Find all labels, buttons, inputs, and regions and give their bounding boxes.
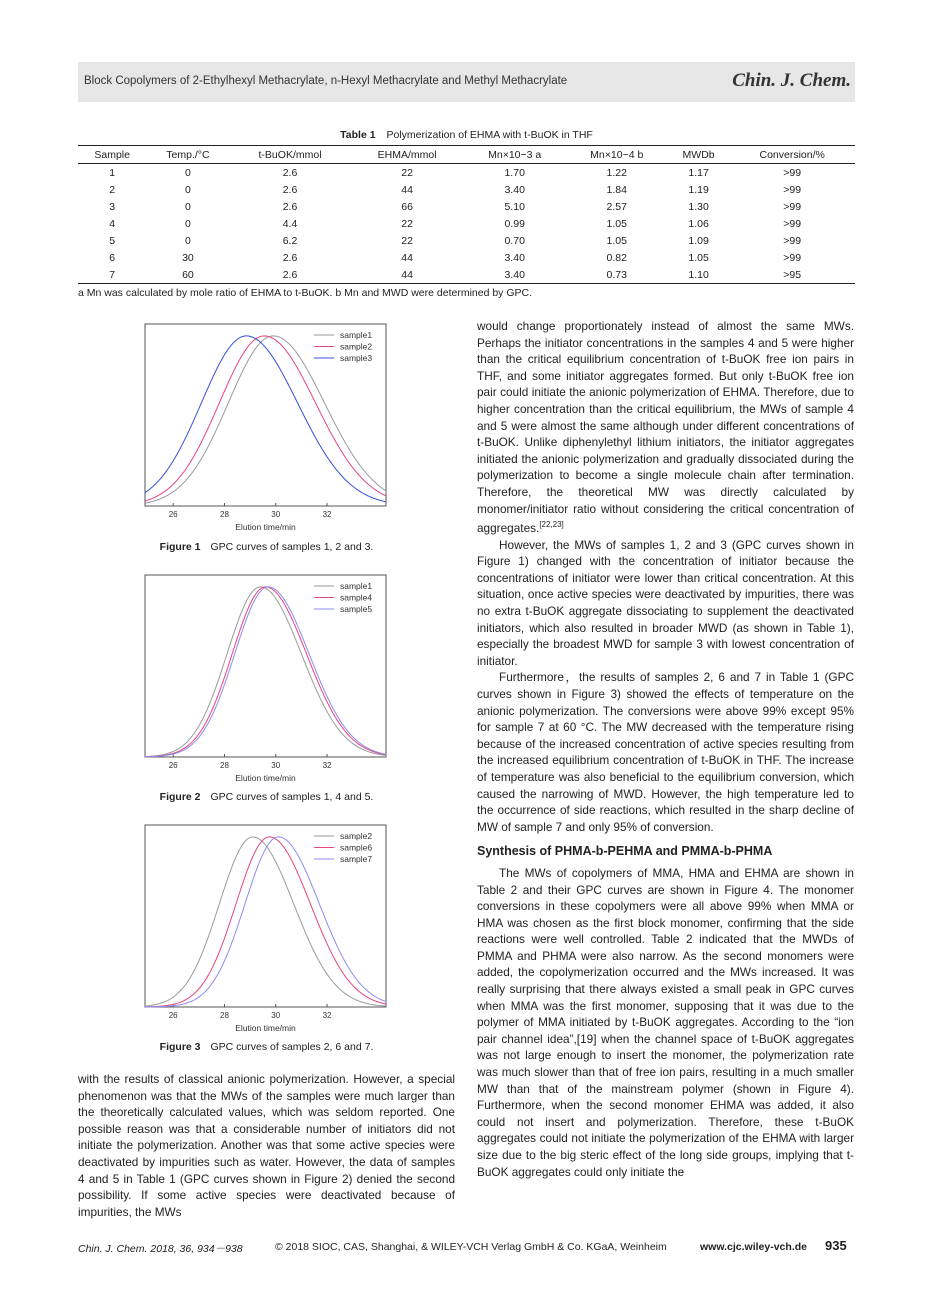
x-axis-label: Elution time/min bbox=[235, 773, 296, 783]
table-cell: 0 bbox=[185, 201, 191, 213]
table-caption bbox=[78, 129, 855, 141]
legend-label: sample1 bbox=[340, 330, 373, 340]
table-cell: 1.30 bbox=[688, 201, 709, 213]
table-cell: 1.19 bbox=[688, 184, 709, 196]
figure-2-caption bbox=[143, 791, 390, 803]
x-tick-label: 28 bbox=[220, 761, 229, 770]
table-cell: 1.17 bbox=[688, 167, 709, 179]
legend-label: sample5 bbox=[340, 604, 373, 614]
x-tick-label: 26 bbox=[168, 761, 178, 770]
table-cell: 30 bbox=[182, 252, 194, 264]
table-cell: 1.09 bbox=[688, 235, 709, 247]
table-cell: 7 bbox=[78, 266, 146, 284]
table-cell: 22 bbox=[401, 167, 413, 179]
figure-2-chart bbox=[143, 573, 390, 783]
table-header-row bbox=[78, 146, 855, 164]
footer-citation: Chin. J. Chem. 2018, 36, 934－938 bbox=[78, 1243, 243, 1255]
x-axis-label: Elution time/min bbox=[235, 522, 296, 532]
table-row bbox=[78, 232, 855, 249]
data-table bbox=[78, 145, 855, 284]
table-cell: 44 bbox=[351, 266, 464, 284]
table-cell: 0.99 bbox=[504, 218, 525, 230]
table-cell: 1.22 bbox=[606, 167, 627, 179]
table-cell: 3 bbox=[109, 201, 116, 213]
x-tick-label: 30 bbox=[271, 1011, 281, 1020]
figure-2-label: Figure 2 bbox=[159, 791, 201, 803]
table-cell: 1.84 bbox=[606, 184, 627, 196]
figure-1-caption bbox=[143, 541, 390, 553]
left-column bbox=[78, 1071, 455, 1220]
table-cell: 0 bbox=[185, 235, 191, 247]
column-header: Mn×10−4 b bbox=[566, 146, 668, 164]
table-cell: 66 bbox=[401, 201, 413, 213]
figure-2-caption-text: GPC curves of samples 1, 4 and 5. bbox=[210, 791, 374, 803]
table-cell: 2.6 bbox=[282, 252, 298, 264]
table-cell: 44 bbox=[401, 184, 413, 196]
table-cell: 2.6 bbox=[230, 266, 351, 284]
table-cell: 1.70 bbox=[504, 167, 525, 179]
table-cell: >99 bbox=[783, 167, 802, 179]
legend-label: sample6 bbox=[340, 842, 373, 853]
table-cell: >99 bbox=[783, 184, 802, 196]
table-cell: 22 bbox=[401, 218, 413, 230]
x-tick-label: 30 bbox=[271, 761, 281, 770]
table-cell: 4 bbox=[109, 218, 116, 230]
table-cell: >95 bbox=[729, 266, 855, 284]
table-cell: 5 bbox=[109, 235, 116, 247]
page-number: 935 bbox=[825, 1238, 847, 1253]
table-cell: 2.6 bbox=[282, 201, 298, 213]
left-paragraph: with the results of classical anionic polymerization. However, a special phenomenon was that the MWs of the samples were much larger than the theoretically calculated values, which was seldom reported. One possible reason was that a considerable number of initiators did not initiate the polymerization. Another was that some active species were deactivated by impurities such as water. However, the data of samples 4 and 5 in Table 1 (GPC curves shown in Figure 2) denied the second possibility. If some active species were deactivated because of impurities, the MWs bbox=[78, 1072, 455, 1219]
journal-name: Chin. J. Chem. bbox=[732, 70, 851, 91]
x-tick-label: 28 bbox=[220, 510, 229, 519]
x-tick-label: 26 bbox=[168, 1011, 178, 1020]
x-tick-label: 26 bbox=[168, 510, 178, 519]
table-row bbox=[78, 164, 855, 182]
x-tick-label: 32 bbox=[322, 510, 332, 519]
legend-label: sample2 bbox=[340, 341, 373, 352]
table-cell: 44 bbox=[401, 252, 413, 264]
table-cell: 1.10 bbox=[668, 266, 730, 284]
table-cell: 22 bbox=[401, 235, 413, 247]
table-cell: 1.05 bbox=[688, 252, 709, 264]
table-cell: >99 bbox=[783, 252, 802, 264]
table-cell: 0 bbox=[185, 167, 191, 179]
table-cell: 60 bbox=[146, 266, 229, 284]
table-cell: 1.05 bbox=[606, 218, 627, 230]
column-header: Temp./°C bbox=[146, 146, 229, 164]
table-cell: 6 bbox=[109, 252, 116, 264]
legend-label: sample1 bbox=[340, 581, 373, 591]
table-cell: 2.6 bbox=[282, 184, 298, 196]
x-tick-label: 28 bbox=[220, 1011, 229, 1020]
x-tick-label: 30 bbox=[271, 510, 281, 519]
x-tick-label: 32 bbox=[322, 1011, 332, 1020]
table-cell: 3.40 bbox=[504, 252, 525, 264]
table-cell: 0.70 bbox=[504, 235, 525, 247]
table-footnote: a Mn was calculated by mole ratio of EHMA to t-BuOK. b Mn and MWD were determined by GPC. bbox=[78, 287, 533, 299]
legend-label: sample4 bbox=[340, 592, 373, 603]
column-header: Mn×10−3 a bbox=[464, 146, 566, 164]
citation-ref: [22,23] bbox=[539, 520, 564, 530]
figure-1-label: Figure 1 bbox=[159, 541, 201, 553]
column-header: Conversion/% bbox=[729, 146, 855, 164]
figure-3-chart bbox=[143, 823, 390, 1033]
running-title: Block Copolymers of 2-Ethylhexyl Methacrylate, n-Hexyl Methacrylate and Methyl Methacrylate bbox=[84, 75, 568, 87]
table-cell: 2.57 bbox=[606, 201, 627, 213]
table-cell: >99 bbox=[783, 218, 802, 230]
table-row bbox=[78, 249, 855, 266]
column-header: Sample bbox=[78, 146, 146, 164]
figure-3-caption bbox=[143, 1041, 390, 1053]
table-cell: 3.40 bbox=[504, 184, 525, 196]
figure-3-label: Figure 3 bbox=[159, 1041, 201, 1053]
table-row bbox=[78, 181, 855, 198]
table-cell: 1.06 bbox=[688, 218, 709, 230]
table-cell: 2.6 bbox=[282, 167, 298, 179]
legend-label: sample2 bbox=[340, 831, 373, 841]
running-header bbox=[78, 62, 855, 102]
table-cell: >99 bbox=[783, 201, 802, 213]
right-paragraph-3: Furthermore，the results of samples 2, 6 and 7 in Table 1 (GPC curves shown in Figure 3) showed the effects of temperature on the anionic polymerization. The conversions were above 99% except 95% for sample 7 at 60 °C. The MW decreased with the temperature rising because of the increased concentration of active species resulting from the increased equilibrium concentration of t-BuOK in THF. The increase of temperature was also beneficial to the equilibrium conversion, which caused the narrowing of MWD. However, the high temperature led to the occurrence of side reactions, which resulted in the sharp decline of MW of sample 7 and only 95% of conversion. bbox=[477, 670, 854, 834]
right-column bbox=[477, 318, 854, 1180]
section-heading: Synthesis of PHMA-b-PEHMA and PMMA-b-PHMA bbox=[477, 844, 773, 859]
table-row bbox=[78, 215, 855, 232]
figure-3-caption-text: GPC curves of samples 2, 6 and 7. bbox=[210, 1041, 374, 1053]
right-paragraph-4: The MWs of copolymers of MMA, HMA and EHMA are shown in Table 2 and their GPC curves are shown in Figure 4. The monomer conversions in these copolymers were all above 99% when MMA or HMA was chosen as the first block monomer, confirming that the side reactions were well controlled. Table 2 indicated that the MWDs of PMMA and PHMA were also narrow. As the second monomers were added, the copolymerization occurred and the MWs increased. It was really surprising that there always existed a small peak in GPC curves when MMA was the first monomer, supposing that it was due to the polymer of MMA initiated by t-BuOK aggregates. According to the “ion pair channel idea”,[19] when the channel space of t-BuOK aggregates was not large enough to insert the monomer, the polymerization rate was much slower than that of free ion pairs, resulting in a much smaller MW than that of the mainstream polymer (shown in Figure 4). Furthermore, when the second monomer EHMA was added, it also could not insert and polymerization. Therefore, these t-BuOK aggregates could not initiate the polymerization of the EHMA with larger size due to the big steric effect of the long side groups, implying that t-BuOK aggregates could only initiate the bbox=[477, 865, 854, 1179]
table-cell: >99 bbox=[783, 235, 802, 247]
figure-1-chart bbox=[143, 322, 390, 537]
x-tick-label: 32 bbox=[322, 761, 332, 770]
x-axis-label: Elution time/min bbox=[235, 1023, 296, 1033]
table-cell: 4.4 bbox=[282, 218, 298, 230]
right-paragraph-2: However, the MWs of samples 1, 2 and 3 (GPC curves shown in Figure 1) changed with the concentration of initiator because the concentrations of initiator were lower than critical concentration. At this situation, once active species were deactivated by impurities, there was no extra t-BuOK aggregate dissociating to supplement the deactivated initiators, which also resulted in broader MWD (as shown in Table 1), especially the broadest MWD for sample 3 with lowest concentration of initiator. bbox=[477, 537, 854, 668]
table-cell: 0.82 bbox=[606, 252, 627, 264]
table-cell: 5.10 bbox=[504, 201, 525, 213]
figure-1-caption-text: GPC curves of samples 1, 2 and 3. bbox=[210, 541, 374, 553]
column-header: MWDb bbox=[668, 146, 730, 164]
table-cell: 0.73 bbox=[566, 266, 668, 284]
table-label: Table 1 bbox=[340, 129, 376, 141]
table-cell: 6.2 bbox=[282, 235, 298, 247]
table-cell: 0 bbox=[185, 184, 191, 196]
right-paragraph-1: would change proportionately instead of almost the same MWs. Perhaps the initiator concentrations in the samples 4 and 5 were higher than the critical equilibrium concentration of t-BuOK free ion pairs in THF, and some initiator aggregates formed. But only t-BuOK free ion pair could initiate the anionic polymerization of EHMA. Therefore, due to higher concentration than the critical equilibrium, the MWs of sample 4 and 5 were almost the same although under different concentrations of t-BuOK. Unlike diphenylethyl lithium initiators, the initiator aggregates initiated the anionic polymerization and gradually dissociated during the polymerization to become a single molecule chain after termination. Therefore, the theoretical MW was directly calculated by monomer/initiator ratio without considering the critical concentration of aggregates.[22,23] bbox=[477, 319, 854, 536]
table-row bbox=[78, 266, 855, 284]
table-row bbox=[78, 198, 855, 215]
legend-label: sample3 bbox=[340, 353, 373, 363]
table-cell: 1 bbox=[109, 167, 116, 179]
legend-label: sample7 bbox=[340, 854, 373, 864]
table-cell: 0 bbox=[185, 218, 191, 230]
column-header: t-BuOK/mmol bbox=[230, 146, 351, 164]
column-header: EHMA/mmol bbox=[351, 146, 464, 164]
footer-copyright: © 2018 SIOC, CAS, Shanghai, & WILEY-VCH Verlag GmbH & Co. KGaA, Weinheim bbox=[275, 1241, 667, 1253]
table-cell: 2 bbox=[109, 184, 116, 196]
table-title: Polymerization of EHMA with t-BuOK in THF bbox=[386, 129, 593, 141]
table-cell: 1.05 bbox=[606, 235, 627, 247]
footer-website[interactable]: www.cjc.wiley-vch.de bbox=[700, 1241, 807, 1253]
table-cell: 3.40 bbox=[464, 266, 566, 284]
